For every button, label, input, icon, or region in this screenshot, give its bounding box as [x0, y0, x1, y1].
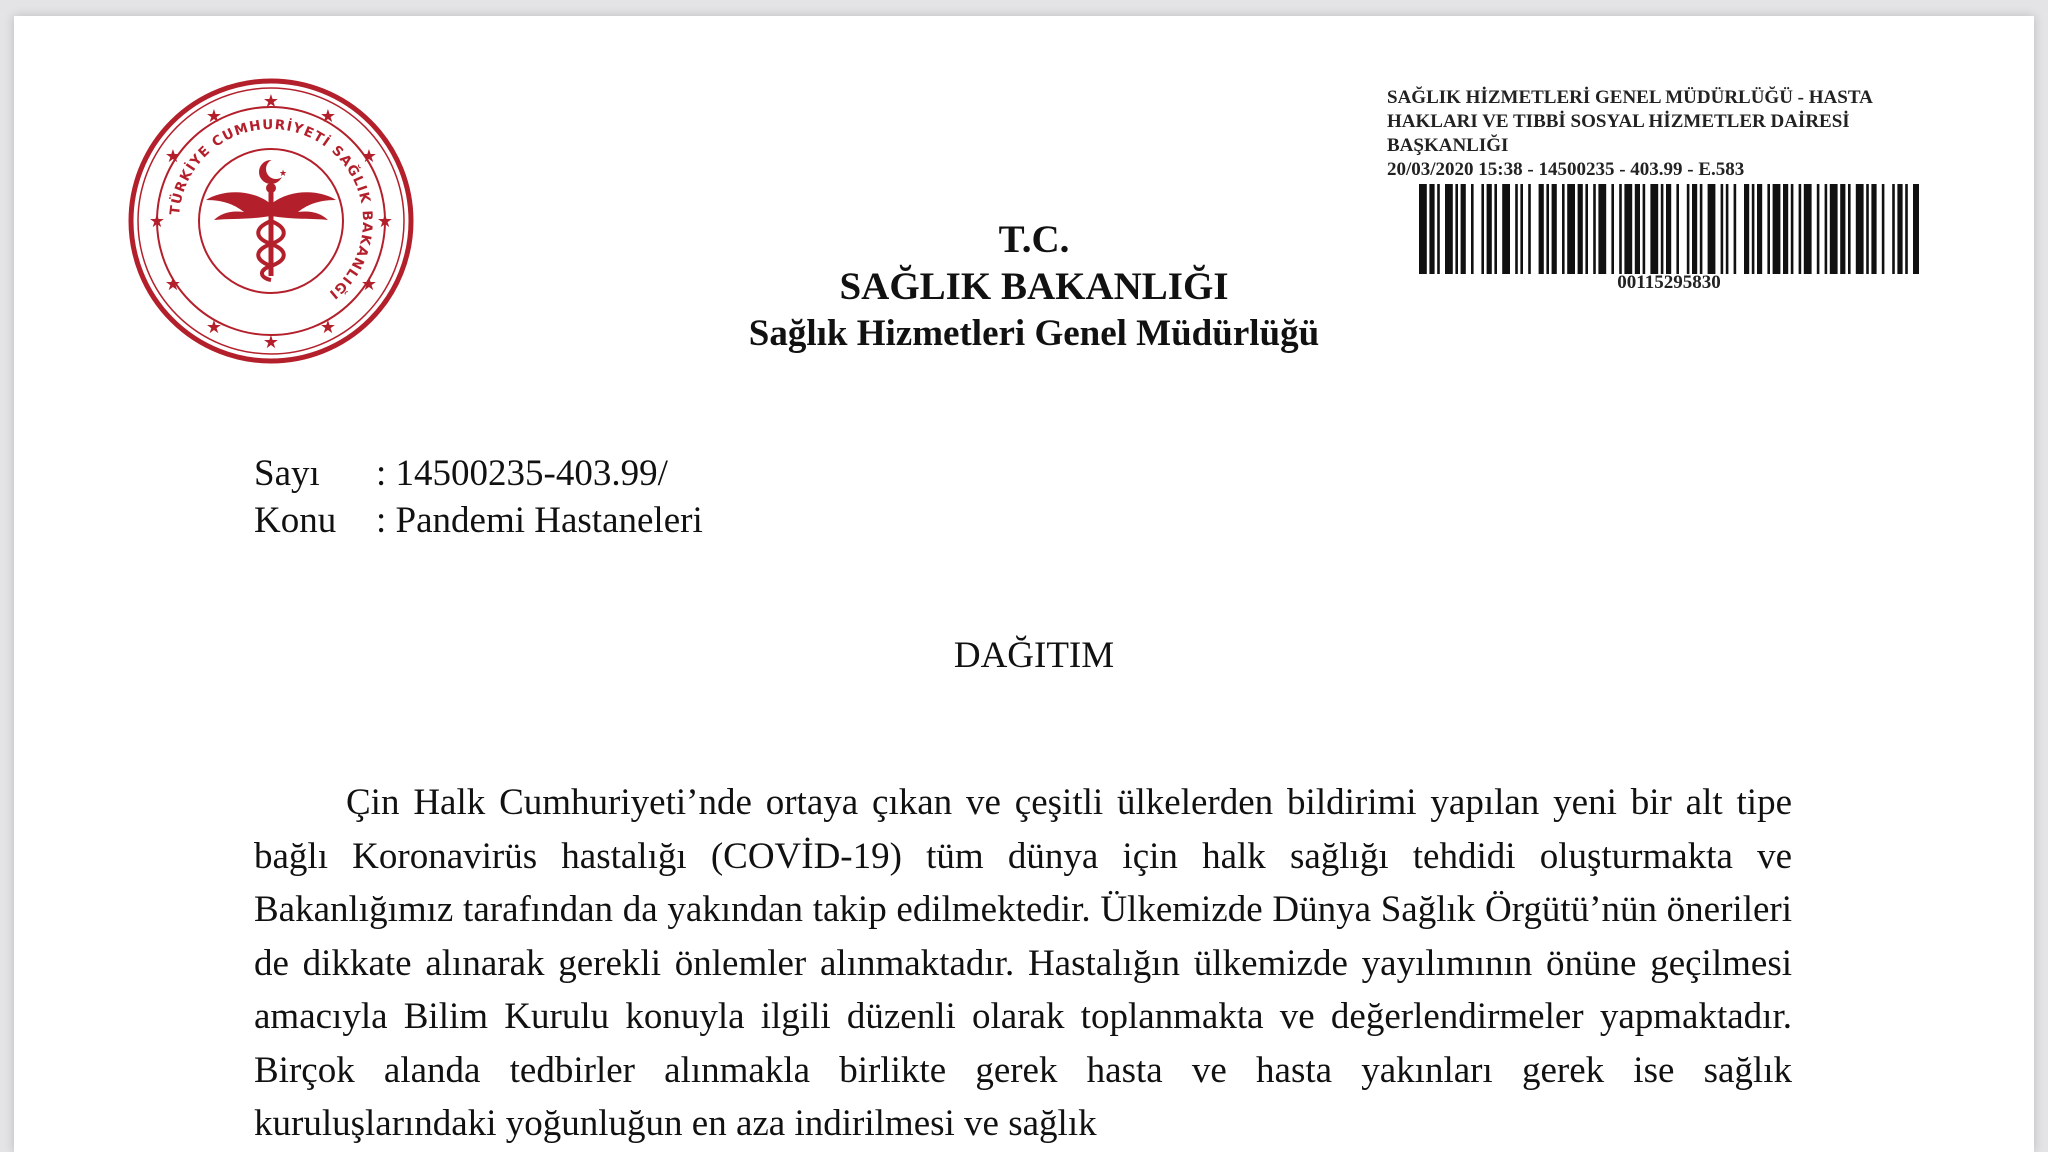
- barcode-bar: [1429, 184, 1434, 274]
- stamp-line-2: HAKLARI VE TIBBİ SOSYAL HİZMETLER DAİRESİ: [1387, 111, 1850, 132]
- barcode-bar: [1744, 184, 1749, 274]
- sayi-value: : 14500235-403.99/: [376, 453, 668, 494]
- stamp-line-3: BAŞKANLIĞI: [1387, 135, 1509, 156]
- barcode-bar: [1708, 184, 1716, 274]
- svg-text:★: ★: [148, 211, 166, 232]
- barcode-bar: [1666, 184, 1671, 274]
- barcode-bar: [1897, 184, 1902, 274]
- barcode-number: 00115295830: [1617, 272, 1721, 293]
- heading-directorate: Sağlık Hizmetleri Genel Müdürlüğü: [748, 313, 1320, 354]
- svg-text:★: ★: [164, 146, 182, 167]
- document-meta: [254, 450, 703, 544]
- barcode-bar: [1830, 184, 1838, 274]
- barcode-bar: [1848, 184, 1851, 274]
- barcode-bar: [1593, 184, 1596, 274]
- barcode-bar: [1528, 184, 1531, 274]
- barcode-bar: [1487, 184, 1492, 274]
- meta-row-sayi: [254, 450, 703, 497]
- barcode-bar: [1650, 184, 1658, 274]
- svg-text:★: ★: [360, 146, 378, 167]
- barcode-bar: [1471, 184, 1474, 274]
- barcode-bar: [1825, 184, 1828, 274]
- barcode-bar: [1700, 184, 1703, 274]
- body-text: [254, 776, 1792, 1151]
- barcode-bar: [1882, 184, 1885, 274]
- barcode-bar: [1757, 184, 1762, 274]
- barcode-bar: [1494, 184, 1497, 274]
- barcode-bar: [1481, 184, 1484, 274]
- svg-text:★: ★: [319, 317, 337, 338]
- barcode-bar: [1455, 184, 1458, 274]
- barcode-bar: [1817, 184, 1820, 274]
- barcode-bar: [1520, 184, 1523, 274]
- barcode-bar: [1913, 184, 1919, 274]
- barcode-bar: [1619, 184, 1622, 274]
- stamp-line-4: 20/03/2020 15:38 - 14500235 - 403.99 - E.583: [1387, 159, 1745, 180]
- meta-row-konu: [254, 497, 703, 544]
- svg-text:★: ★: [376, 211, 394, 232]
- ministry-heading: [614, 216, 1454, 357]
- barcode-bar: [1871, 184, 1876, 274]
- sayi-label: Sayı: [254, 453, 320, 494]
- barcode-bar: [1799, 184, 1802, 274]
- barcode-bar: [1643, 184, 1646, 274]
- konu-label: Konu: [254, 500, 337, 541]
- barcode-bar: [1840, 184, 1845, 274]
- svg-text:★: ★: [279, 169, 288, 179]
- barcode-bar: [1905, 184, 1908, 274]
- barcode-bar: [1661, 184, 1664, 274]
- svg-text:★: ★: [262, 332, 280, 353]
- barcode-bar: [1856, 184, 1864, 274]
- barcode-bar: [1773, 184, 1781, 274]
- distribution-heading: DAĞITIM: [953, 635, 1115, 676]
- barcode-bar: [1461, 184, 1466, 274]
- barcode-bar: [1539, 184, 1544, 274]
- barcode-bar: [1866, 184, 1869, 274]
- barcode-bar: [1419, 184, 1427, 274]
- barcode-bar: [1598, 184, 1606, 274]
- barcode-bar: [1791, 184, 1794, 274]
- barcode-bar: [1445, 184, 1453, 274]
- barcode-bar: [1804, 184, 1812, 274]
- barcode-bar: [1721, 184, 1724, 274]
- barcode-bar: [1437, 184, 1440, 274]
- barcode-bar: [1546, 184, 1549, 274]
- barcode-bar: [1502, 184, 1510, 274]
- barcode-bar: [1635, 184, 1640, 274]
- barcode-bar: [1585, 184, 1588, 274]
- stamp-line-1: SAĞLIK HİZMETLERİ GENEL MÜDÜRLÜĞÜ - HASTA: [1387, 87, 1873, 108]
- barcode-bar: [1687, 184, 1690, 274]
- barcode-bar: [1752, 184, 1755, 274]
- svg-text:★: ★: [164, 274, 182, 295]
- barcode-bar: [1611, 184, 1614, 274]
- svg-text:★: ★: [360, 274, 378, 295]
- heading-ministry: SAĞLIK BAKANLIĞI: [839, 265, 1229, 308]
- document-stamp: [1387, 86, 1947, 182]
- barcode-bar: [1515, 184, 1518, 274]
- svg-text:★: ★: [319, 106, 337, 127]
- barcode-bar: [1767, 184, 1770, 274]
- barcode-bar: [1734, 184, 1737, 274]
- logo-ring-text: TÜRKİYE CUMHURİYETİ SAĞLIK BAKANLIĞI: [167, 116, 376, 303]
- barcode-bar: [1578, 184, 1583, 274]
- barcode-bar: [1624, 184, 1632, 274]
- barcode: [1419, 184, 1919, 274]
- barcode-bar: [1692, 184, 1697, 274]
- svg-text:★: ★: [262, 91, 280, 112]
- heading-tc: T.C.: [998, 218, 1070, 261]
- barcode-bar: [1783, 184, 1788, 274]
- ministry-logo: [126, 76, 416, 366]
- barcode-bar: [1562, 184, 1565, 274]
- konu-value: : Pandemi Hastaneleri: [376, 500, 703, 541]
- barcode-bar: [1552, 184, 1557, 274]
- barcode-bar: [1726, 184, 1729, 274]
- barcode-bar: [1676, 184, 1679, 274]
- barcode-bar: [1567, 184, 1575, 274]
- document-page: [14, 16, 2034, 1152]
- body-paragraph: Çin Halk Cumhuriyeti’nde ortaya çıkan ve çeşitli ülkelerden bildirimi yapılan yeni bir alt tipe bağlı Koronavirüs hastalığı (COVİD-19) tüm dünya için halk sağlığı tehdidi oluşturmakta ve Bakanlığımız tarafından da yakından takip edilmektedir. Ülkemizde Dünya Sağlık Örgütü’nün önerileri de dikkate alınarak gerekli önlemler alınmaktadır. Hastalığın ülkemizde yayılımının önüne geçilmesi amacıyla Bilim Kurulu konuyla ilgili düzenli olarak toplanmakta ve değerlendirmeler yapmaktadır. Birçok alanda tedbirler alınmakla birlikte gerek hasta ve hasta yakınları gerek ise sağlık kuruluşlarındaki yoğunluğun en aza indirilmesi ve sağlık: [254, 782, 1792, 1144]
- svg-text:★: ★: [205, 106, 223, 127]
- svg-text:★: ★: [205, 317, 223, 338]
- barcode-bar: [1892, 184, 1895, 274]
